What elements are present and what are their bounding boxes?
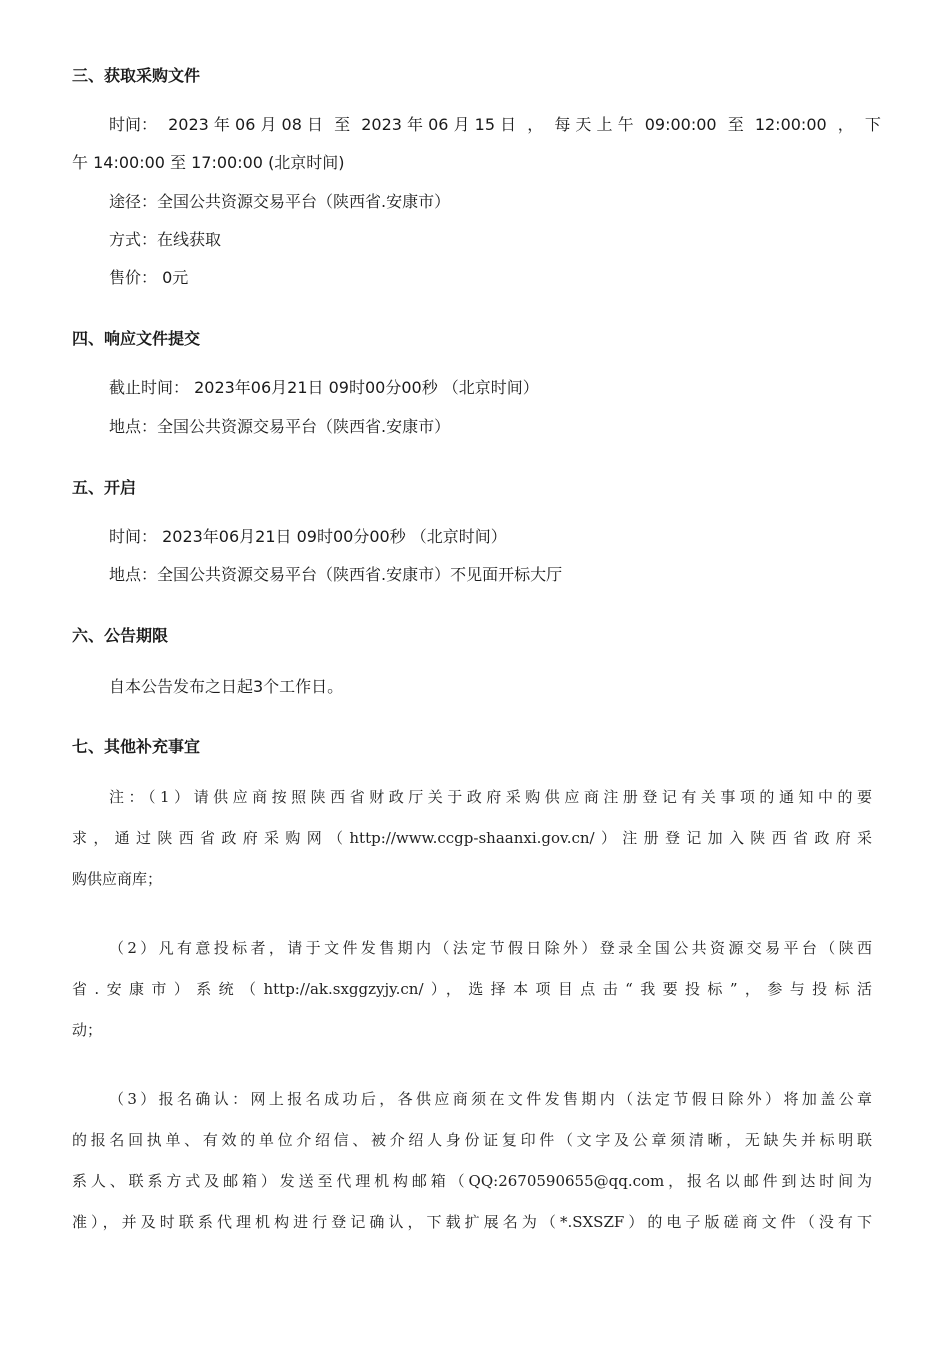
note1-line: 注：（1）请供应商按照陕西省财政厅关于政府采购供应商注册登记有关事项的通知中的要	[109, 788, 872, 806]
acquire-time-part: 下	[864, 115, 881, 134]
acquire-method: 方式：在线获取	[109, 230, 222, 249]
acquire-time-part: 每 天 上 午	[554, 115, 634, 134]
acquire-time-part: 09:00:00	[644, 115, 717, 134]
note3-line: （3）报名确认：网上报名成功后，各供应商须在文件发售期内（法定节假日除外）将加盖公章	[109, 1090, 872, 1108]
period-text: 自本公告发布之日起3个工作日。	[109, 677, 344, 696]
acquire-time-continued: 午 14:00:00 至 17:00:00 (北京时间)	[72, 153, 345, 172]
note3-line: 系人、联系方式及邮箱）发送至代理机构邮箱（QQ:2670590655@qq.com，报名以邮件到达时间为	[72, 1172, 872, 1190]
acquire-time-part: 至	[334, 115, 351, 134]
acquire-time-part: ，	[527, 115, 544, 134]
section-heading-submit: 四、响应文件提交	[72, 329, 201, 348]
note3-line: 的报名回执单、有效的单位介绍信、被介绍人身份证复印件（文字及公章须清晰，无缺失并标明联	[72, 1131, 872, 1149]
note1-line: 求，通过陕西省政府采购网（http://www.ccgp-shaanxi.gov.cn/）注册登记加入陕西省政府采	[72, 829, 872, 847]
section-heading-acquire: 三、获取采购文件	[72, 66, 201, 85]
submit-place: 地点：全国公共资源交易平台（陕西省.安康市）	[109, 417, 451, 436]
submit-deadline: 截止时间： 2023年06月21日 09时00分00秒 （北京时间）	[109, 378, 539, 397]
section-heading-open: 五、开启	[72, 478, 137, 497]
section-heading-other: 七、其他补充事宜	[72, 737, 201, 756]
open-time: 时间： 2023年06月21日 09时00分00秒 （北京时间）	[109, 527, 507, 546]
note2-line: （2）凡有意投标者，请于文件发售期内（法定节假日除外）登录全国公共资源交易平台（陕西	[109, 939, 872, 957]
note1-line: 购供应商库；	[72, 870, 163, 888]
note3-line: 准），并及时联系代理机构进行登记确认，下载扩展名为（*.SXSZF）的电子版磋商文件（没有下	[72, 1213, 872, 1231]
acquire-time-part: 2023 年 06 月 15 日	[361, 115, 517, 134]
acquire-time-part: 2023 年 06 月 08 日	[168, 115, 323, 134]
section-heading-period: 六、公告期限	[72, 626, 169, 645]
acquire-time-label: 时间：	[109, 115, 158, 134]
acquire-time-part: 至	[727, 115, 744, 134]
note2-line: 动；	[72, 1021, 103, 1039]
acquire-price: 售价： 0元	[109, 268, 189, 287]
note2-line: 省.安康市）系统（http://ak.sxggzyjy.cn/），选择本项目点击“我要投标”，参与投标活	[72, 980, 872, 998]
acquire-time-part: 12:00:00	[754, 115, 827, 134]
acquire-time-part: ，	[837, 115, 854, 134]
acquire-time-line	[109, 114, 881, 136]
open-place: 地点：全国公共资源交易平台（陕西省.安康市）不见面开标大厅	[109, 565, 563, 584]
acquire-route: 途径：全国公共资源交易平台（陕西省.安康市）	[109, 192, 451, 211]
